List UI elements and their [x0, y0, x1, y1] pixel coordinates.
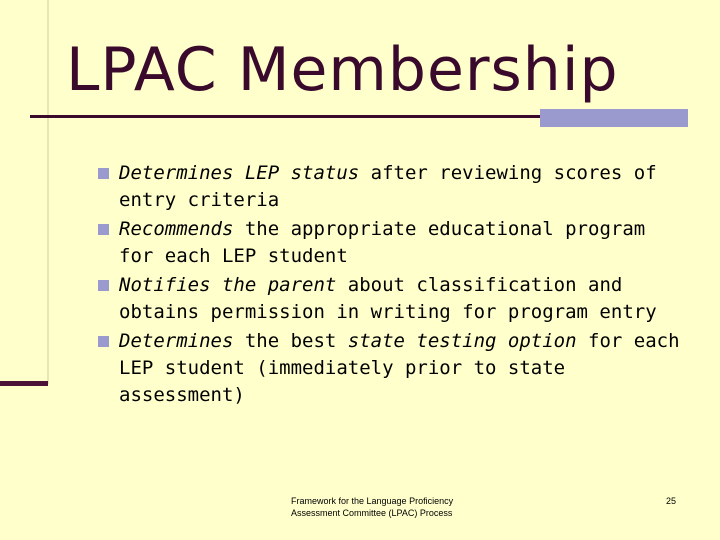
bullet-text-2: for each LEP student (immediately prior to state assessment) [119, 330, 680, 406]
footer-line-1: Framework for the Language Proficiency [291, 496, 454, 506]
bullet-text: after reviewing scores of entry criteria [119, 162, 657, 211]
footer-line-2: Assessment Committee (LPAC) Process [291, 508, 453, 518]
square-bullet-icon [98, 280, 109, 291]
title-accent-block [540, 109, 688, 127]
bullet-emphasis-2: state testing option [347, 330, 577, 352]
bullet-list [98, 160, 688, 411]
bullet-text: the best [233, 330, 348, 352]
left-vertical-rule [47, 0, 49, 384]
page-number: 25 [666, 496, 677, 506]
bullet-text: the appropriate educational program for each LEP student [119, 218, 646, 267]
bullet-item-1 [98, 160, 688, 214]
left-accent-bar [0, 381, 48, 386]
slide-title: LPAC Membership [66, 35, 619, 105]
bullet-text: about classification and obtains permission in writing for program entry [119, 274, 657, 323]
bullet-emphasis: Notifies the parent [119, 274, 337, 296]
square-bullet-icon [98, 168, 109, 179]
bullet-item-3 [98, 272, 688, 326]
square-bullet-icon [98, 224, 109, 235]
bullet-item-4 [98, 328, 688, 409]
bullet-emphasis: Determines LEP status [119, 162, 360, 184]
square-bullet-icon [98, 336, 109, 347]
bullet-emphasis: Determines [119, 330, 234, 352]
slide-footer [291, 495, 453, 519]
bullet-item-2 [98, 216, 688, 270]
bullet-emphasis: Recommends [119, 218, 234, 240]
